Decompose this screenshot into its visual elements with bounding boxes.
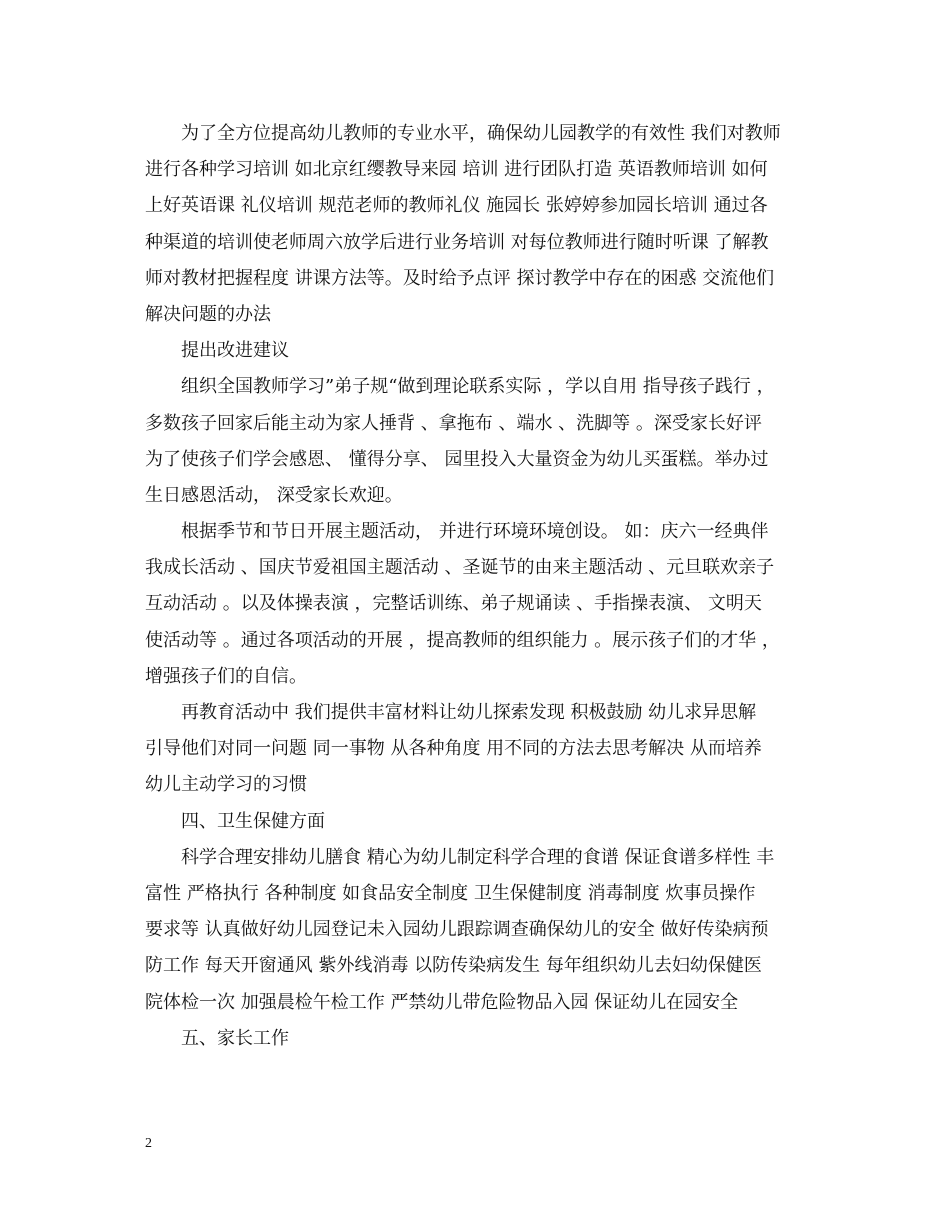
- paragraph-line: 院体检一次 加强晨检午检工作 严禁幼儿带危险物品入园 保证幼儿在园安全: [145, 991, 739, 1013]
- paragraph-line: 生日感恩活动， 深受家长欢迎。: [145, 484, 403, 506]
- paragraph-line: 幼儿主动学习的习惯: [145, 774, 307, 796]
- section-heading: 五、家长工作: [181, 1027, 289, 1049]
- paragraph-line: 组织全国教师学习”弟子规“做到理论联系实际 ，学以自用 指导孩子践行 ，: [181, 376, 775, 398]
- paragraph-line: 引导他们对同一问题 同一事物 从各种角度 用不同的方法去思考解决 从而培养: [145, 738, 762, 760]
- paragraph-line: 增强孩子们的自信。: [145, 665, 307, 687]
- paragraph-line: 我成长活动 、国庆节爱祖国主题活动 、圣诞节的由来主题活动 、元旦联欢亲子: [145, 557, 775, 579]
- paragraph-line: 要求等 认真做好幼儿园登记未入园幼儿跟踪调查确保幼儿的安全 做好传染病预: [145, 919, 769, 941]
- paragraph-line: 师对教材把握程度 讲课方法等。及时给予点评 探讨教学中存在的困惑 交流他们: [145, 267, 775, 289]
- section-heading: 提出改进建议: [181, 340, 289, 362]
- paragraph-line: 科学合理安排幼儿膳食 精心为幼儿制定科学合理的食谱 保证食谱多样性 丰: [181, 846, 775, 868]
- paragraph-line: 互动活动 。以及体操表演 ，完整话训练、弟子规诵读 、手指操表演、 文明天: [145, 593, 762, 615]
- paragraph-line: 种渠道的培训使老师周六放学后进行业务培训 对每位教师进行随时听课 了解教: [145, 231, 769, 253]
- document-body: [145, 116, 815, 1057]
- paragraph-line: 多数孩子回家后能主动为家人捶背 、拿拖布 、端水 、洗脚等 。深受家长好评: [145, 412, 762, 434]
- paragraph-line: 为了使孩子们学会感恩、 懂得分享、 园里投入大量资金为幼儿买蛋糕。举办过: [145, 448, 769, 470]
- paragraph-line: 进行各种学习培训 如北京红缨教导来园 培训 进行团队打造 英语教师培训 如何: [145, 159, 768, 181]
- paragraph-line: 解决问题的办法: [145, 303, 271, 325]
- paragraph-line: 上好英语课 礼仪培训 规范老师的教师礼仪 施园长 张婷婷参加园长培训 通过各: [145, 195, 768, 217]
- paragraph-line: 根据季节和节日开展主题活动， 并进行环境环境创设。 如：庆六一经典伴: [181, 521, 769, 543]
- section-heading: 四、卫生保健方面: [181, 810, 325, 832]
- paragraph-line: 使活动等 。通过各项活动的开展 ，提高教师的组织能力 。展示孩子们的才华 ，: [145, 629, 780, 651]
- paragraph-line: 富性 严格执行 各种制度 如食品安全制度 卫生保健制度 消毒制度 炊事员操作: [145, 882, 756, 904]
- paragraph-line: 防工作 每天开窗通风 紫外线消毒 以防传染病发生 每年组织幼儿去妇幼保健医: [145, 955, 762, 977]
- paragraph-line: 再教育活动中 我们提供丰富材料让幼儿探索发现 积极鼓励 幼儿求异思解: [181, 702, 757, 723]
- page-number: 2: [145, 1136, 152, 1151]
- paragraph-line: 为了全方位提高幼儿教师的专业水平，确保幼儿园教学的有效性 我们对教师: [181, 123, 781, 144]
